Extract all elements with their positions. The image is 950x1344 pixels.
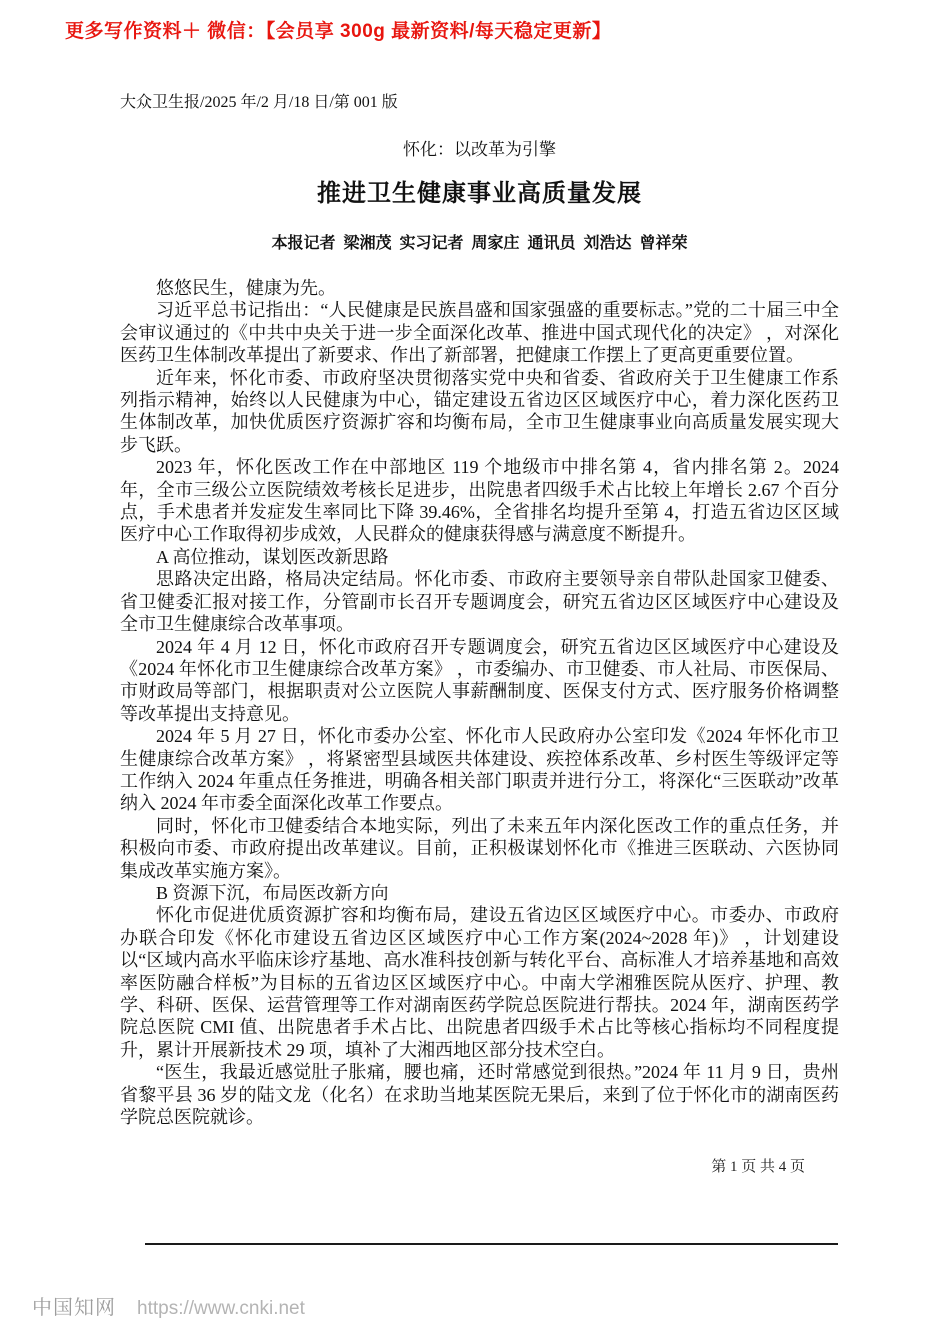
article-byline: 本报记者 梁湘茂 实习记者 周家庄 通讯员 刘浩达 曾祥荣 — [271, 235, 688, 252]
article-title: 推进卫生健康事业高质量发展 — [317, 181, 642, 207]
article-paragraph: 2023 年，怀化医改工作在中部地区 119 个地级市中排名第 4，省内排名第 2。2024 年，全市三级公立医院绩效考核长足进步，出院患者四级手术占比较上年增长 2.67 个百分点，手术患者并发症发生率同比下降 39.46%，全省排名均提升至第 4，打造五省边区区域医疗中心工作取得初步成效，人民群众的健康获得感与满意度不断提升。 — [120, 457, 839, 545]
source-line: 大众卫生报/2025 年/2 月/18 日/第 001 版 — [120, 94, 398, 111]
article-body — [120, 277, 839, 1128]
page-indicator: 第 1 页 共 4 页 — [711, 1159, 805, 1176]
article-paragraph: A 高位推动，谋划医改新思路 — [156, 546, 389, 567]
article-paragraph: 思路决定出路，格局决定结局。怀化市委、市政府主要领导亲自带队赴国家卫健委、省卫健委汇报对接工作，分管副市长召开专题调度会，研究五省边区区域医疗中心建设及全市卫生健康综合改革事项。 — [120, 569, 839, 635]
promo-banner-text: 更多写作资料＋ 微信：【会员享 300g 最新资料/每天稳定更新】 — [65, 21, 612, 42]
article-paragraph: B 资源下沉，布局医改新方向 — [156, 882, 389, 903]
article-paragraph: 同时，怀化市卫健委结合本地实际，列出了未来五年内深化医改工作的重点任务，并积极向市委、市政府提出改革建议。目前，正积极谋划怀化市《推进三医联动、六医协同集成改革实施方案》。 — [120, 815, 839, 881]
article-paragraph: 2024 年 5 月 27 日，怀化市委办公室、怀化市人民政府办公室印发《2024 年怀化市卫生健康综合改革方案》 ，将紧密型县域医共体建设、疾控体系改革、乡村医生等级评定等工作纳入 2024 年重点任务推进，明确各相关部门职责并进行分工，将深化“三医联动”改革纳入 2024 年市委全面深化改革工作要点。 — [120, 726, 839, 814]
article-paragraph: 近年来，怀化市委、市政府坚决贯彻落实党中央和省委、省政府关于卫生健康工作系列指示精神，始终以人民健康为中心，锚定建设五省边区区域医疗中心，着力深化医药卫生体制改革，加快优质医疗资源扩容和均衡布局，全市卫生健康事业向高质量发展实现大步飞跃。 — [120, 367, 839, 455]
article-subtitle: 怀化：以改革为引擎 — [403, 140, 556, 159]
cnki-logo-text: 中国知网 — [32, 1297, 116, 1319]
article-paragraph: 2024 年 4 月 12 日，怀化市政府召开专题调度会，研究五省边区区域医疗中心建设及《2024 年怀化市卫生健康综合改革方案》 ，市委编办、市卫健委、市人社局、市医保局、市财政局等部门，根据职责对公立医院人事薪酬制度、医保支付方式、医疗服务价格调整等改革提出支持意见。 — [120, 636, 839, 724]
cnki-url-link[interactable]: https://www.cnki.net — [137, 1298, 305, 1319]
footer-divider-line — [145, 1243, 838, 1245]
article-content — [120, 93, 839, 1177]
cnki-watermark — [32, 1291, 305, 1320]
article-paragraph: 怀化市促进优质资源扩容和均衡布局，建设五省边区区域医疗中心。市委办、市政府办联合印发《怀化市建设五省边区区域医疗中心工作方案(2024~2028 年)》 ，计划建设以“区域内高水平临床诊疗基地、高水准科技创新与转化平台、高标准人才培养基地和高效率医防融合样板”为目标的五省边区区域医疗中心。中南大学湘雅医院从医疗、护理、教学、科研、医保、运营管理等工作对湖南医药学院总医院进行帮扶。2024 年，湖南医药学院总医院 CMI 值、出院患者手术占比、出院患者四级手术占比等核心指标均不同程度提升，累计开展新技术 29 项，填补了大湘西地区部分技术空白。 — [120, 905, 839, 1060]
article-paragraph: 悠悠民生，健康为先。 — [156, 278, 336, 298]
article-paragraph: “医生，我最近感觉肚子胀痛，腰也痛，还时常感觉到很热。”2024 年 11 月 9 日，贵州省黎平县 36 岁的陆文龙（化名）在求助当地某医院无果后，来到了位于怀化市的湖南医药学院总医院就诊。 — [120, 1062, 839, 1128]
article-paragraph: 习近平总书记指出：“人民健康是民族昌盛和国家强盛的重要标志。”党的二十届三中全会审议通过的《中共中央关于进一步全面深化改革、推进中国式现代化的决定》 ，对深化医药卫生体制改革提出了新要求、作出了新部署，把健康工作摆上了更高更重要位置。 — [120, 300, 839, 366]
